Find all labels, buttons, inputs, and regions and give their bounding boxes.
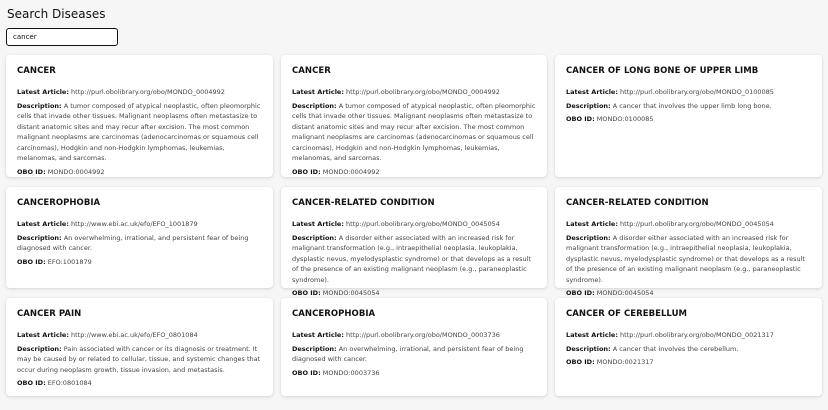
- obo-id-value: MONDO:0100085: [596, 115, 654, 123]
- latest-article: [17, 219, 262, 230]
- latest-article-label: Latest Article:: [17, 220, 69, 228]
- description-label: Description:: [17, 233, 62, 242]
- obo-id: [17, 257, 262, 268]
- description: [292, 101, 536, 164]
- obo-id-label: OBO ID:: [17, 379, 46, 387]
- disease-name: CANCER-RELATED CONDITION: [566, 198, 709, 208]
- disease-card: [555, 298, 822, 396]
- obo-id-label: OBO ID:: [566, 358, 595, 366]
- disease-card: [281, 55, 547, 177]
- disease-card: [6, 298, 273, 396]
- description-text: An overwhelming, irrational, and persistent fear of being diagnosed with cancer.: [17, 233, 249, 252]
- disease-card: [281, 298, 547, 396]
- latest-article: [292, 219, 536, 230]
- latest-article: [17, 87, 262, 98]
- results-grid: [6, 55, 822, 396]
- latest-article-label: Latest Article:: [292, 88, 344, 96]
- latest-article-label: Latest Article:: [566, 220, 618, 228]
- search-input[interactable]: [6, 28, 118, 46]
- obo-id: [17, 167, 262, 178]
- description-text: A disorder either associated with an increased risk for malignant transformation (e.g., intraepithelial neoplasia, leukoplakia, dysplastic nevus, myelodysplastic syndrome) or that develops as a result of the presence of an existing malignant neoplasm (e.g., paraneoplastic syndrome).: [292, 233, 531, 284]
- page-title: Search Diseases: [7, 7, 106, 21]
- description-label: Description:: [566, 101, 611, 110]
- obo-id-value: MONDO:0004992: [47, 167, 105, 176]
- latest-article-label: Latest Article:: [17, 331, 69, 339]
- obo-id: [566, 357, 811, 368]
- latest-article-label: Latest Article:: [292, 220, 344, 228]
- latest-article-label: Latest Article:: [292, 331, 344, 339]
- latest-article-link[interactable]: http://purl.obolibrary.org/obo/MONDO_0004992: [346, 88, 500, 96]
- description-text: An overwhelming, irrational, and persistent fear of being diagnosed with cancer.: [292, 344, 524, 363]
- description: [566, 101, 811, 112]
- description-text: A tumor composed of atypical neoplastic, often pleomorphic cells that invade other tissues. Malignant neoplasms often metastasize to distant anatomic sites and may recur after excision. The most common malignant neoplasms are carcinomas (adenocarcinomas or squamous cell carcinomas), Hodgkin and non-Hodgkin lymphomas, leukemias, melanomas, and sarcomas.: [17, 101, 261, 162]
- description-label: Description:: [566, 233, 611, 242]
- description-label: Description:: [292, 101, 337, 110]
- disease-name: CANCER OF LONG BONE OF UPPER LIMB: [566, 66, 759, 76]
- description-label: Description:: [292, 233, 337, 242]
- latest-article-link[interactable]: http://purl.obolibrary.org/obo/MONDO_0004992: [71, 88, 225, 96]
- disease-name: CANCEROPHOBIA: [292, 309, 376, 319]
- disease-name: CANCER PAIN: [17, 309, 82, 319]
- latest-article: [292, 87, 536, 98]
- latest-article: [292, 330, 536, 341]
- obo-id-label: OBO ID:: [566, 115, 595, 123]
- obo-id-value: MONDO:0003736: [322, 368, 380, 377]
- description-label: Description:: [292, 344, 337, 353]
- obo-id-value: EFO:1001879: [47, 257, 92, 266]
- disease-name: CANCEROPHOBIA: [17, 198, 101, 208]
- description-text: A tumor composed of atypical neoplastic, often pleomorphic cells that invade other tissues. Malignant neoplasms often metastasize to distant anatomic sites and may recur after excision. The most common malignant neoplasms are carcinomas (adenocarcinomas or squamous cell carcinomas), Hodgkin and non-Hodgkin lymphomas, leukemias, melanomas, and sarcomas.: [292, 101, 536, 162]
- obo-id-value: MONDO:0045054: [322, 289, 380, 297]
- latest-article-label: Latest Article:: [566, 88, 618, 96]
- obo-id-label: OBO ID:: [17, 257, 46, 266]
- latest-article: [566, 219, 811, 230]
- disease-card: [555, 55, 822, 177]
- latest-article-link[interactable]: http://purl.obolibrary.org/obo/MONDO_0003736: [346, 331, 500, 339]
- latest-article: [566, 87, 811, 98]
- obo-id-label: OBO ID:: [292, 167, 321, 176]
- description-label: Description:: [17, 344, 62, 353]
- obo-id: [17, 378, 262, 389]
- description-label: Description:: [17, 101, 62, 110]
- description-label: Description:: [566, 344, 611, 353]
- obo-id-label: OBO ID:: [566, 289, 595, 297]
- obo-id: [292, 368, 536, 379]
- disease-name: CANCER: [17, 66, 56, 76]
- description: [566, 233, 811, 286]
- obo-id-label: OBO ID:: [292, 368, 321, 377]
- obo-id-value: MONDO:0021317: [596, 358, 654, 366]
- disease-name: CANCER-RELATED CONDITION: [292, 198, 435, 208]
- description: [566, 344, 811, 355]
- obo-id-value: MONDO:0045054: [596, 289, 654, 297]
- description-text: Pain associated with cancer or its diagnosis or treatment. It may be caused by or related to cellular, tissue, and systemic changes that occur during neoplasm growth, tissue invasion, and metastasis.: [17, 344, 261, 374]
- description: [292, 344, 536, 365]
- disease-name: CANCER: [292, 66, 331, 76]
- latest-article: [17, 330, 262, 341]
- latest-article-link[interactable]: http://purl.obolibrary.org/obo/MONDO_0045054: [620, 220, 774, 228]
- disease-card: [6, 55, 273, 177]
- obo-id: [566, 114, 811, 125]
- latest-article-link[interactable]: http://purl.obolibrary.org/obo/MONDO_0021317: [620, 331, 774, 339]
- description-text: A cancer that involves the upper limb long bone.: [612, 101, 772, 110]
- latest-article-label: Latest Article:: [566, 331, 618, 339]
- obo-id-label: OBO ID:: [292, 289, 321, 297]
- latest-article-label: Latest Article:: [17, 88, 69, 96]
- description: [17, 101, 262, 164]
- description: [292, 233, 536, 286]
- latest-article-link[interactable]: http://purl.obolibrary.org/obo/MONDO_0100085: [620, 88, 774, 96]
- description-text: A disorder either associated with an increased risk for malignant transformation (e.g., intraepithelial neoplasia, leukoplakia, dysplastic nevus, myelodysplastic syndrome) or that develops as a result of the presence of an existing malignant neoplasm (e.g., paraneoplastic syndrome).: [566, 233, 805, 284]
- latest-article-link[interactable]: http://www.ebi.ac.uk/efo/EFO_0801084: [71, 331, 198, 339]
- obo-id: [292, 167, 536, 178]
- disease-card: [281, 187, 547, 297]
- description: [17, 233, 262, 254]
- description-text: A cancer that involves the cerebellum.: [612, 344, 739, 353]
- obo-id-value: EFO:0801084: [47, 379, 92, 387]
- obo-id-label: OBO ID:: [17, 167, 46, 176]
- obo-id-value: MONDO:0004992: [322, 167, 380, 176]
- disease-card: [6, 187, 273, 288]
- description: [17, 344, 262, 376]
- disease-name: CANCER OF CEREBELLUM: [566, 309, 688, 319]
- latest-article-link[interactable]: http://purl.obolibrary.org/obo/MONDO_0045054: [346, 220, 500, 228]
- disease-card: [555, 187, 822, 297]
- latest-article: [566, 330, 811, 341]
- latest-article-link[interactable]: http://www.ebi.ac.uk/efo/EFO_1001879: [71, 220, 198, 228]
